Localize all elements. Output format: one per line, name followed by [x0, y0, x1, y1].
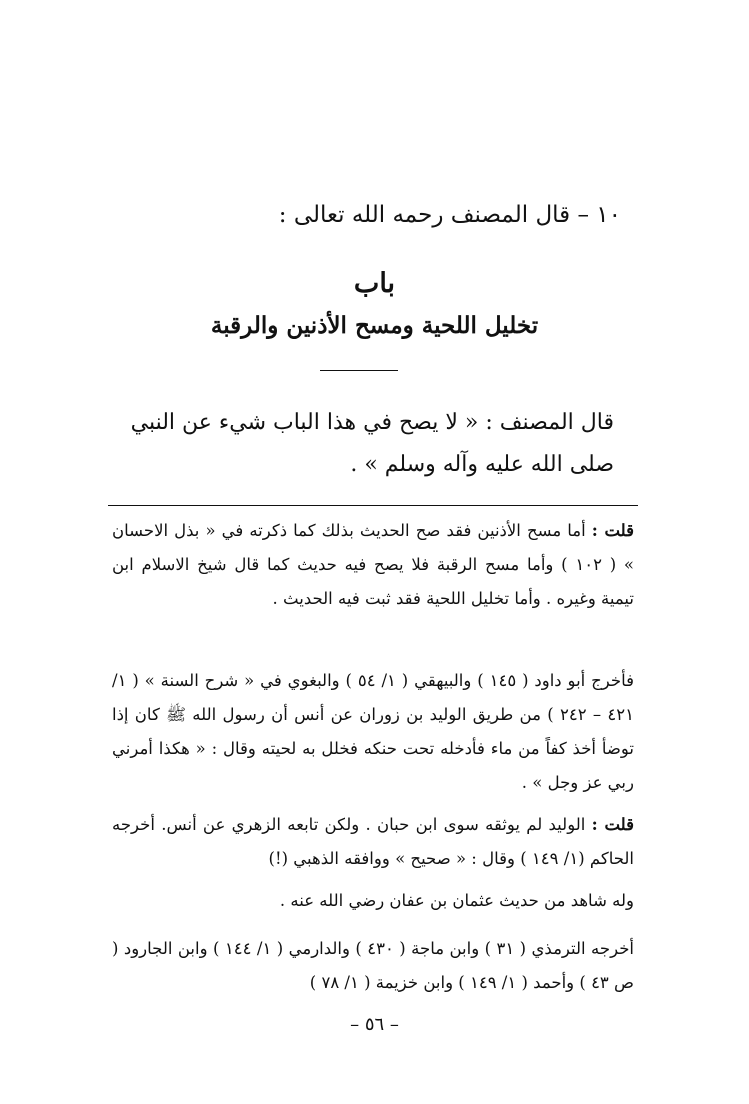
commentary-paragraph-1: [112, 514, 634, 616]
commentary-text: الوليد لم يوثقه سوى ابن حبان . ولكن تابعه الزهري عن أنس. أخرجه الحاكم (١/ ١٤٩ ) وقال : « صحيح » ووافقه الذهبي (!): [112, 815, 634, 868]
commentary-text: فأخرج أبو داود ( ١٤٥ ) والبيهقي ( ١/ ٥٤ ) والبغوي في « شرح السنة » ( ١/ ٤٢١ – ٢٤٢ ) من طريق الوليد بن زوران عن أنس أن رسول الله ﷺ كان إذا توضأ أخذ كفاً من ماء فأدخله تحت حنكه فخلل به لحيته وقال : « هكذا أمرني ربي عز وجل » .: [112, 671, 634, 792]
chapter-label: باب: [353, 268, 396, 299]
page-number: – ٥٦ –: [350, 1014, 399, 1035]
commentary-paragraph-2: [112, 664, 634, 800]
commentary-paragraph-3: [112, 808, 634, 876]
commentary-label: قلت :: [591, 521, 634, 540]
author-quote-line-1: قال المصنف : « لا يصح في هذا الباب شيء عن النبي: [130, 410, 614, 435]
commentary-text: وله شاهد من حديث عثمان بن عفان رضي الله عنه .: [279, 891, 634, 910]
commentary-paragraph-5: [112, 932, 634, 1000]
commentary-text: أما مسح الأذنين فقد صح الحديث بذلك كما ذكرته في « بذل الاحسان » ( ١٠٢ ) وأما مسح الرقبة فلا يصح فيه حديث كما قال شيخ الاسلام ابن تيمية وغيره . وأما تخليل اللحية فقد ثبت فيه الحديث .: [112, 521, 634, 608]
commentary-text: أخرجه الترمذي ( ٣١ ) وابن ماجة ( ٤٣٠ ) والدارمي ( ١/ ١٤٤ ) وابن الجارود ( ص ٤٣ ) وأحمد ( ١/ ١٤٩ ) وابن خزيمة ( ١/ ٧٨ ): [112, 939, 634, 992]
footnote-divider: [108, 505, 638, 506]
commentary-label: قلت :: [591, 815, 634, 834]
title-divider: [320, 370, 398, 371]
chapter-title: تخليل اللحية ومسح الأذنين والرقبة: [210, 312, 539, 339]
author-quote-line-2: صلى الله عليه وآله وسلم » .: [350, 452, 614, 477]
commentary-paragraph-4: [112, 884, 634, 918]
section-heading: ١٠ – قال المصنف رحمه الله تعالى :: [278, 202, 621, 228]
